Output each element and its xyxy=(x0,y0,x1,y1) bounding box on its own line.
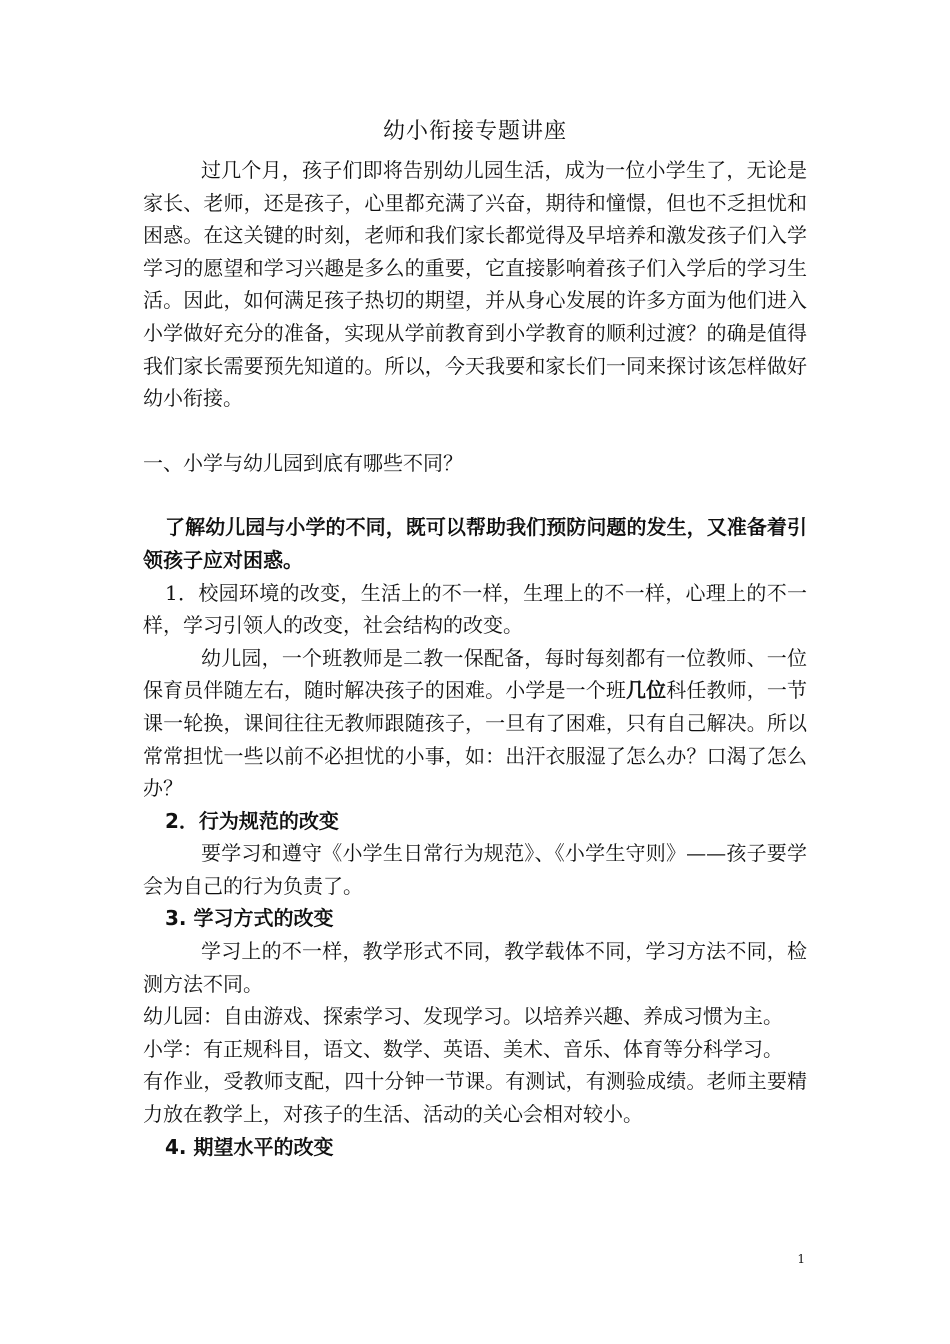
document-title: 幼小衔接专题讲座 xyxy=(382,119,567,144)
spacer xyxy=(143,415,807,447)
item-1-detail-bold: 几位 xyxy=(626,678,667,703)
item-4: 4. 期望水平的改变 xyxy=(165,1134,334,1159)
item-1-detail xyxy=(143,642,807,805)
item-3: 3. 学习方式的改变 xyxy=(165,906,334,931)
item-1-detail-a: 幼儿园，一个班教师是二教一保配备，每时每刻都有一位教师、一位保育员伴随左右，随时解决孩子的困难。小学是一个班 xyxy=(143,645,807,703)
item-2-detail: 要学习和遵守《小学生日常行为规范》、《小学生守则》——孩子要学会为自己的行为负责了。 xyxy=(143,841,807,898)
spacer xyxy=(143,479,807,511)
intro-paragraph: 过几个月，孩子们即将告别幼儿园生活，成为一位小学生了，无论是家长、老师，还是孩子，心里都充满了兴奋，期待和憧憬，但也不乏担忧和困惑。在这关键的时刻，老师和我们家长都觉得及早培养和激发孩子们入学学习的愿望和学习兴趣是多么的重要，它直接影响着孩子们入学后的学习生活。因此，如何满足孩子热切的期望，并从身心发展的许多方面为他们进入小学做好充分的准备，实现从学前教育到小学教育的顺利过渡？的确是值得我们家长需要预先知道的。所以，今天我要和家长们一同来探讨该怎样做好幼小衔接。 xyxy=(143,158,807,411)
item-3-detail: 学习上的不一样，教学形式不同，教学载体不同，学习方法不同，检测方法不同。 xyxy=(143,939,807,996)
page-number: 1 xyxy=(797,1252,805,1266)
homework-line: 有作业，受教师支配，四十分钟一节课。有测试，有测验成绩。老师主要精力放在教学上，对孩子的生活、活动的关心会相对较小。 xyxy=(143,1069,807,1127)
item-1-detail-b: 科任教师，一节课一轮换，课间往往无教师跟随孩子，一旦有了困难，只有自己解决。所以常常担忧一些以前不必担忧的小事，如：出汗衣服湿了怎么办？口渴了怎么办？ xyxy=(143,678,807,801)
section-lead: 了解幼儿园与小学的不同，既可以帮助我们预防问题的发生，又准备着引领孩子应对困惑。 xyxy=(143,515,807,572)
kindergarten-line: 幼儿园：自由游戏、探索学习、发现学习。以培养兴趣、养成习惯为主。 xyxy=(143,1004,783,1029)
primary-line: 小学：有正规科目，语文、数学、英语、美术、音乐、体育等分科学习。 xyxy=(143,1036,783,1061)
item-2: 2．行为规范的改变 xyxy=(165,808,339,833)
document-body xyxy=(143,112,807,1163)
section-heading: 一、小学与幼儿园到底有哪些不同？ xyxy=(143,450,463,475)
item-1: 1．校园环境的改变，生活上的不一样，生理上的不一样，心理上的不一样，学习引领人的改变，社会结构的改变。 xyxy=(143,580,807,638)
